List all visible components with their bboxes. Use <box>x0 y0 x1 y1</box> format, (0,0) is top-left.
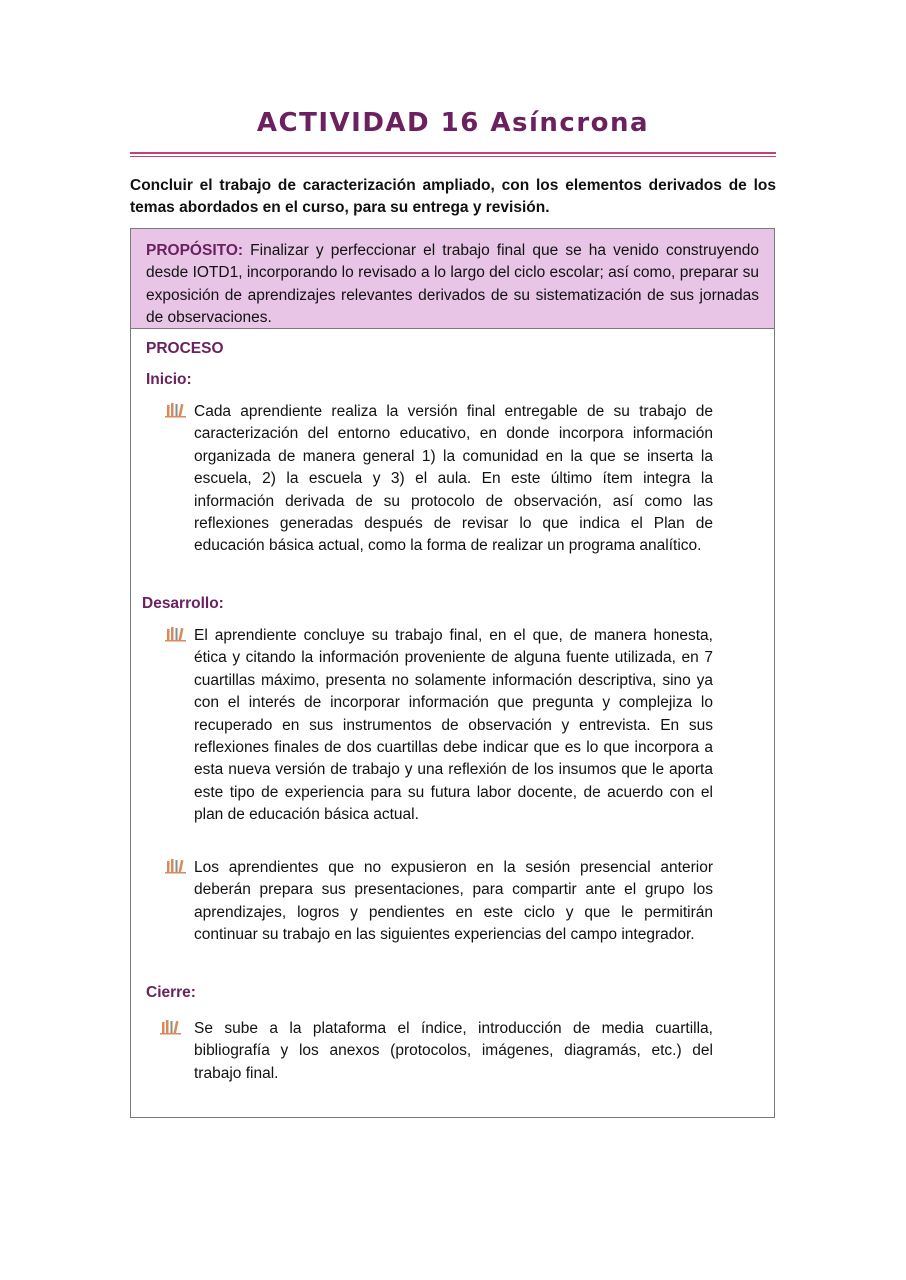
proposito-section <box>131 229 774 329</box>
proposito-text: Finalizar y perfeccionar el trabajo final que se ha venido construyendo desde IOTD1, incorporando lo revisado a lo largo del ciclo escolar; así como, preparar su exposición de aprendizajes relevantes derivados de su sistematización de sus jornadas de observaciones. <box>146 242 760 326</box>
intro-paragraph: Concluir el trabajo de caracterización ampliado, con los elementos derivados de los temas abordados en el curso, para su entrega y revisión. <box>130 177 776 216</box>
books-bullet-icon <box>160 1019 182 1035</box>
cierre-heading: Cierre: <box>146 984 196 1001</box>
title-rule-thin <box>130 156 776 157</box>
books-bullet-icon <box>165 626 187 642</box>
proceso-heading: PROCESO <box>146 340 224 357</box>
inicio-heading: Inicio: <box>146 371 192 388</box>
activity-box <box>130 228 775 1118</box>
list-item <box>165 401 713 558</box>
list-item <box>165 625 713 827</box>
list-item <box>165 1018 713 1085</box>
list-item-text: El aprendiente concluye su trabajo final, en el que, de manera honesta, ética y citando la información proveniente de alguna fuente utilizada, en 7 cuartillas máximo, presenta no solamente información descriptiva, sino ya con el interés de incorporar información que pregunta y complejiza lo recuperado en sus instrumentos de observación y entrevista. En sus reflexiones finales de dos cuartillas debe indicar que es lo que incorpora a esta nueva versión de trabajo y una reflexión de los insumos que le aporta este tipo de experiencia para su futura labor docente, de acuerdo con el plan de educación básica actual. <box>194 627 713 824</box>
desarrollo-heading: Desarrollo: <box>142 595 224 612</box>
proposito-label: PROPÓSITO: <box>146 242 244 259</box>
list-item <box>165 857 713 947</box>
list-item-text: Cada aprendiente realiza la versión final entregable de su trabajo de caracterización del entorno educativo, en donde incorpora información organizada de manera general 1) la comunidad en la que se inserta la escuela, 2) la escuela y 3) el aula. En este último ítem integra la información derivada de su protocolo de observación, así como las reflexiones generadas después de revisar lo que indica el Plan de educación básica actual, como la forma de realizar un programa analítico. <box>194 403 713 555</box>
list-item-text: Se sube a la plataforma el índice, introducción de media cuartilla, bibliografía y los anexos (protocolos, imágenes, diagramás, etc.) del trabajo final. <box>194 1020 713 1082</box>
books-bullet-icon <box>165 858 187 874</box>
list-item-text: Los aprendientes que no expusieron en la sesión presencial anterior deberán prepara sus presentaciones, para compartir ante el grupo los aprendizajes, logros y pendientes en este ciclo y que le permitirán continuar su trabajo en las siguientes experiencias del campo integrador. <box>194 859 713 944</box>
page-title: ACTIVIDAD 16 Asíncrona <box>256 108 650 138</box>
title-rule-thick <box>130 152 776 154</box>
books-bullet-icon <box>165 402 187 418</box>
